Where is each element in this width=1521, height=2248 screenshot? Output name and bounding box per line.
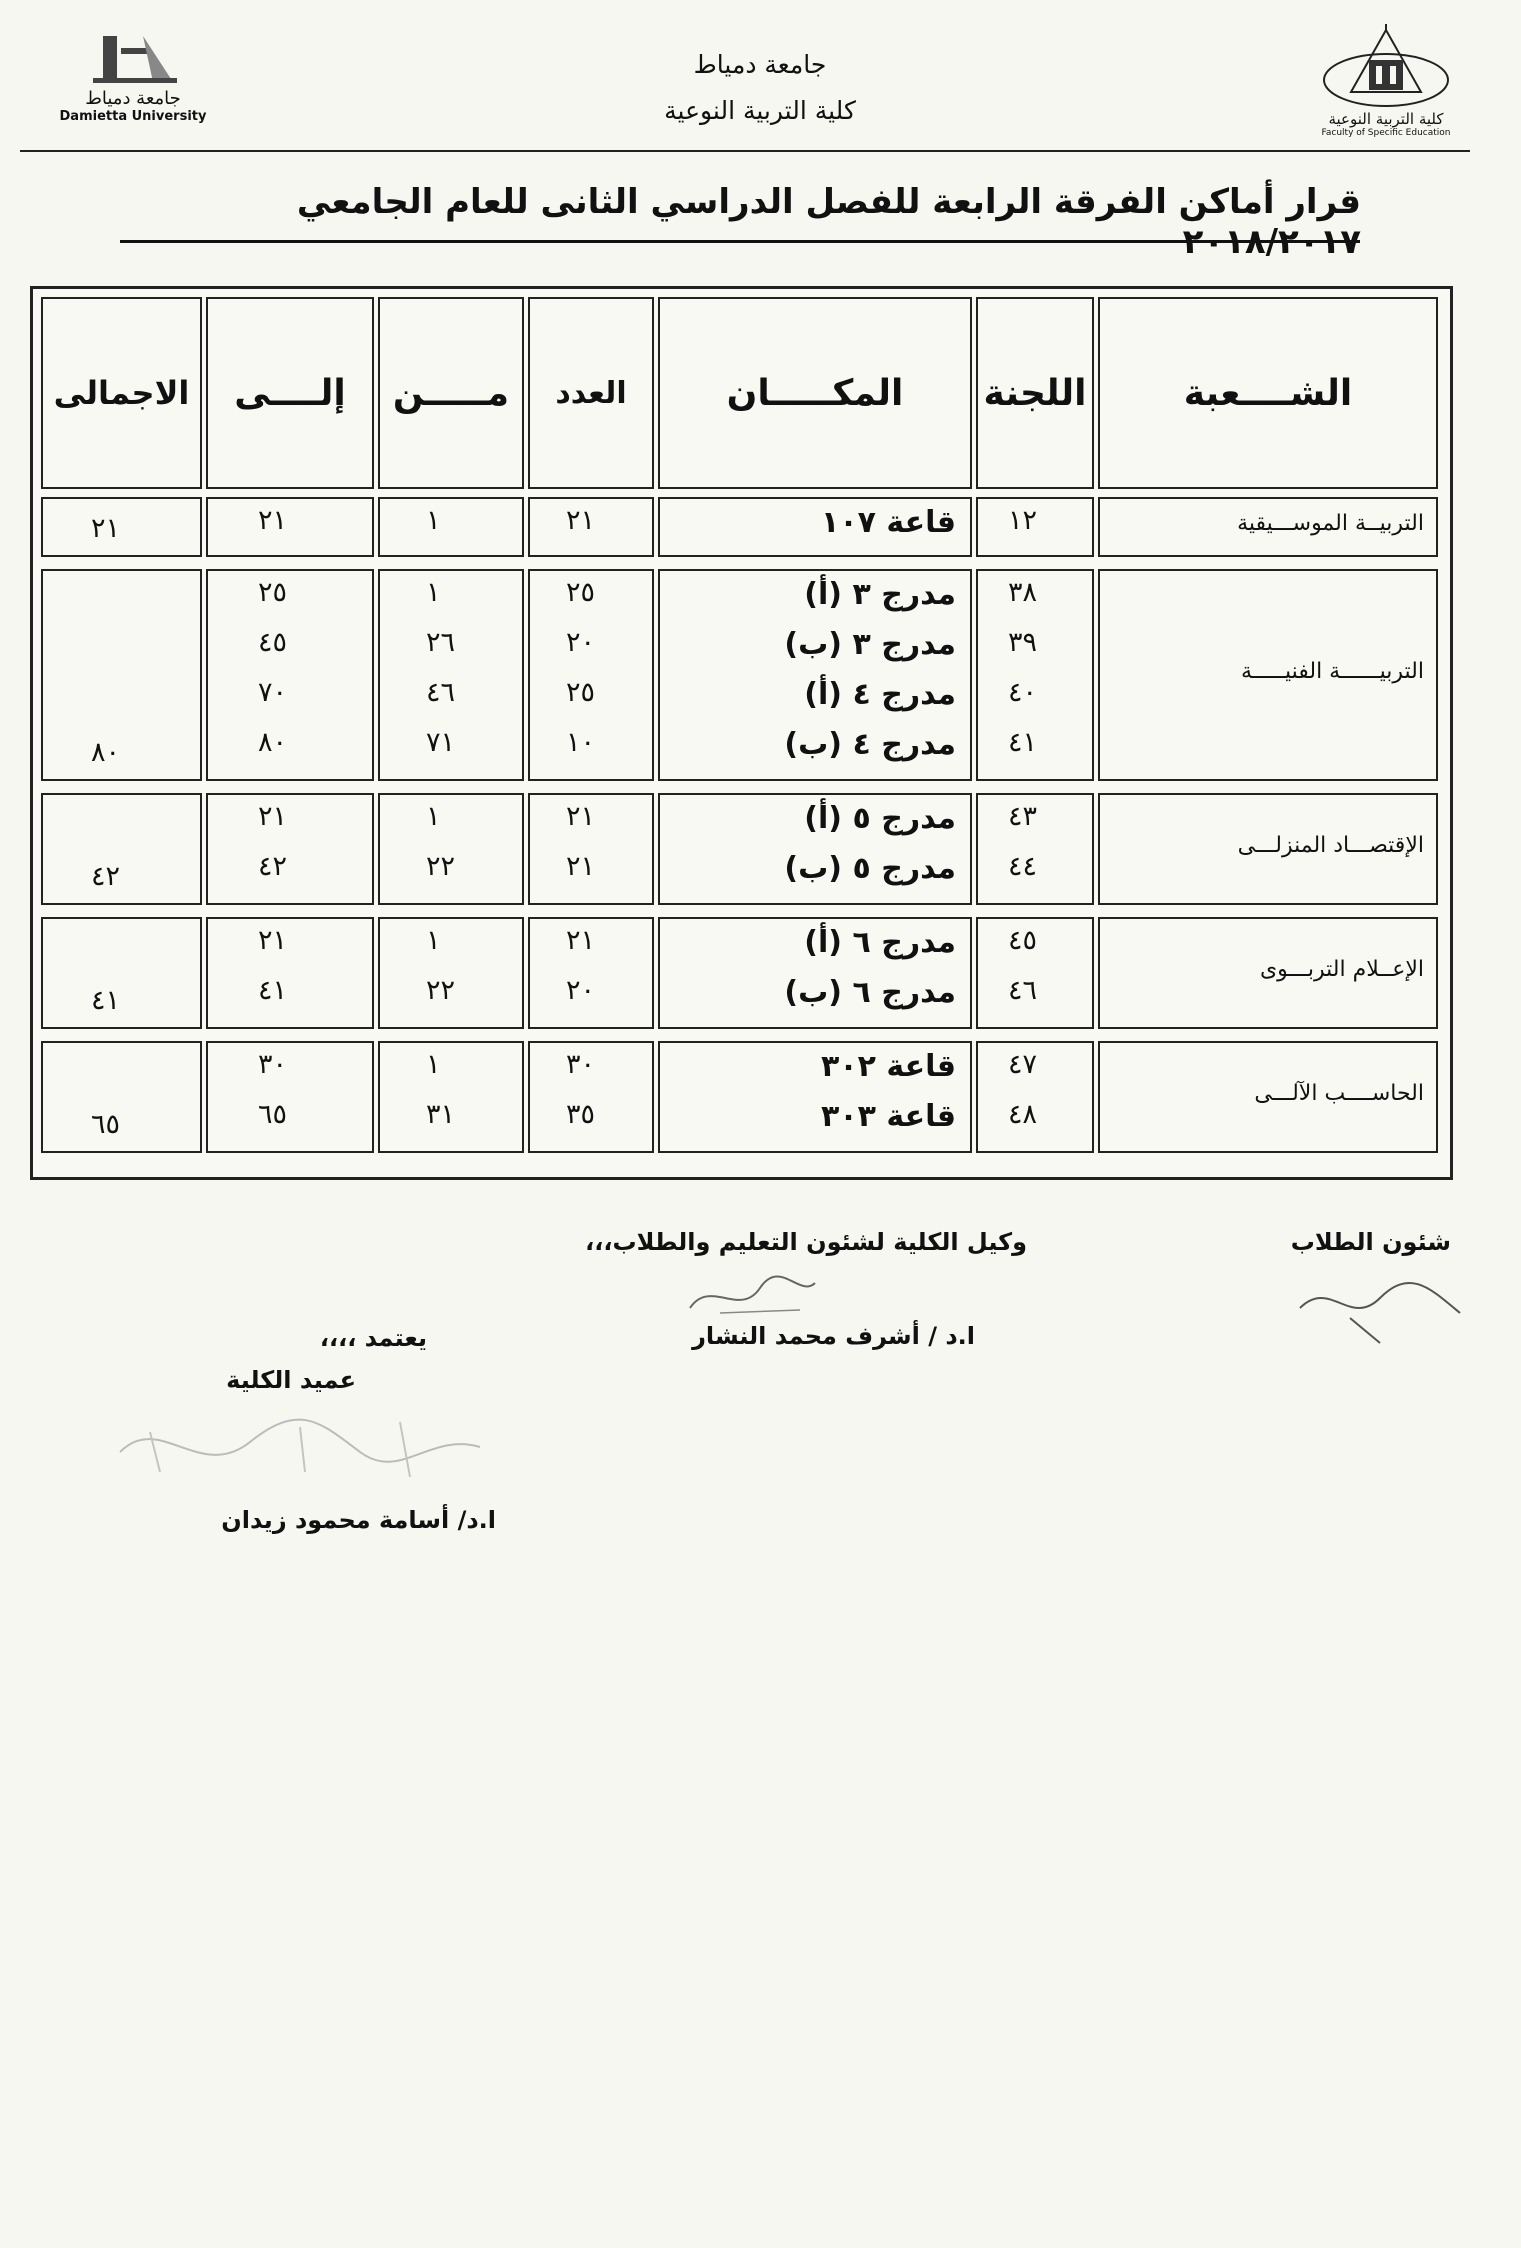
university-logo-en: Damietta University <box>59 109 207 124</box>
row-committee: ٤٥ <box>1008 925 1038 956</box>
row-to: ٢١ <box>258 505 288 536</box>
header-to: إلــــى <box>206 297 374 489</box>
student-affairs-signature-icon <box>1290 1258 1470 1348</box>
university-name: جامعة دمياط <box>693 50 827 79</box>
row-place: مدرج ٥ (أ) <box>804 801 956 836</box>
header-count: العدد <box>528 297 654 489</box>
row-to: ٤١ <box>258 975 288 1006</box>
row-count: ١٠ <box>566 727 596 758</box>
cell-from <box>378 497 524 557</box>
cell-total <box>41 497 202 557</box>
row-from: ٣١ <box>426 1099 456 1130</box>
department-name: الإعــلام التربـــوى <box>1259 957 1424 982</box>
row-place: قاعة ٣٠٢ <box>821 1049 956 1084</box>
cell-to <box>206 793 374 905</box>
faculty-logo-ar: كلية التربية النوعية <box>1328 110 1444 128</box>
row-to: ٣٠ <box>258 1049 288 1080</box>
row-count: ٢٠ <box>566 627 596 658</box>
row-committee: ٤٧ <box>1008 1049 1038 1080</box>
row-committee: ٣٩ <box>1008 627 1038 658</box>
vice-dean-title: وكيل الكلية لشئون التعليم والطلاب،،، <box>585 1228 1027 1256</box>
cell-to <box>206 917 374 1029</box>
row-count: ٢٥ <box>566 677 596 708</box>
dean-name: ا.د/ أسامة محمود زيدان <box>221 1506 496 1534</box>
cell-total <box>41 793 202 905</box>
row-committee: ٤٠ <box>1008 677 1038 708</box>
row-count: ٢٥ <box>566 577 596 608</box>
row-from: ٢٦ <box>426 627 456 658</box>
row-place: مدرج ٤ (ب) <box>784 727 956 762</box>
row-count: ٣٥ <box>566 1099 596 1130</box>
cell-from <box>378 917 524 1029</box>
row-to: ٤٥ <box>258 627 288 658</box>
vice-dean-name: ا.د / أشرف محمد النشار <box>692 1322 975 1350</box>
row-place: مدرج ٦ (ب) <box>784 975 956 1010</box>
department-name: الحاســــب الآلـــى <box>1254 1081 1424 1106</box>
faculty-logo <box>1311 22 1461 140</box>
dean-signature-icon <box>100 1402 500 1492</box>
department-name: التربيــــــة الفنيـــــة <box>1240 659 1424 684</box>
cell-to <box>206 497 374 557</box>
university-logo <box>58 28 208 140</box>
row-committee: ٤٨ <box>1008 1099 1038 1130</box>
row-from: ١ <box>426 577 441 608</box>
row-from: ٤٦ <box>426 677 456 708</box>
row-place: مدرج ٥ (ب) <box>784 851 956 886</box>
row-count: ٢١ <box>566 851 596 882</box>
cell-to <box>206 1041 374 1153</box>
row-to: ٧٠ <box>258 677 288 708</box>
row-count: ٢١ <box>566 505 596 536</box>
university-emblem-icon <box>83 28 183 88</box>
cell-total <box>41 569 202 781</box>
row-to: ٤٢ <box>258 851 288 882</box>
cell-total <box>41 917 202 1029</box>
university-logo-ar: جامعة دمياط <box>85 88 181 109</box>
row-from: ١ <box>426 925 441 956</box>
document-title: قرار أماكن الفرقة الرابعة للفصل الدراسي الثانى للعام الجامعي ٢٠١٨/٢٠١٧ <box>296 182 1361 262</box>
row-place: مدرج ٦ (أ) <box>804 925 956 960</box>
row-count: ٣٠ <box>566 1049 596 1080</box>
row-committee: ٤٤ <box>1008 851 1038 882</box>
row-count: ٢١ <box>566 801 596 832</box>
approved-label: يعتمد ،،،، <box>319 1324 427 1352</box>
cell-total <box>41 1041 202 1153</box>
group-total: ٤٢ <box>91 861 121 892</box>
row-committee: ٤٦ <box>1008 975 1038 1006</box>
department-name: الإقتصـــاد المنزلـــى <box>1237 833 1424 858</box>
row-committee: ٣٨ <box>1008 577 1038 608</box>
row-place: مدرج ٣ (ب) <box>784 627 956 662</box>
row-to: ٨٠ <box>258 727 288 758</box>
row-committee: ٤١ <box>1008 727 1038 758</box>
row-from: ٧١ <box>426 727 456 758</box>
dean-title: عميد الكلية <box>226 1366 356 1394</box>
row-place: قاعة ٣٠٣ <box>821 1099 956 1134</box>
row-place: قاعة ١٠٧ <box>821 505 956 540</box>
group-total: ٨٠ <box>91 737 121 768</box>
header-committee: اللجنة <box>976 297 1094 489</box>
row-committee: ١٢ <box>1008 505 1038 536</box>
row-count: ٢٠ <box>566 975 596 1006</box>
group-total: ٢١ <box>91 513 121 544</box>
cell-from <box>378 1041 524 1153</box>
row-from: ١ <box>426 505 441 536</box>
row-from: ٢٢ <box>426 851 456 882</box>
row-from: ١ <box>426 1049 441 1080</box>
row-to: ٦٥ <box>258 1099 288 1130</box>
cell-to <box>206 569 374 781</box>
row-to: ٢١ <box>258 801 288 832</box>
group-total: ٦٥ <box>91 1109 121 1140</box>
row-committee: ٤٣ <box>1008 801 1038 832</box>
vice-dean-signature-icon <box>680 1268 820 1328</box>
seating-table <box>30 286 1453 1180</box>
header-total: الاجمالى <box>41 297 202 489</box>
department-name: التربيــة الموســـيقية <box>1237 511 1424 536</box>
faculty-name: كلية التربية النوعية <box>664 96 856 125</box>
row-place: مدرج ٣ (أ) <box>804 577 956 612</box>
row-from: ٢٢ <box>426 975 456 1006</box>
faculty-logo-en: Faculty of Specific Education <box>1321 128 1451 138</box>
header-place: المكـــــان <box>658 297 972 489</box>
row-count: ٢١ <box>566 925 596 956</box>
group-total: ٤١ <box>91 985 121 1016</box>
student-affairs-label: شئون الطلاب <box>1290 1228 1451 1256</box>
row-to: ٢١ <box>258 925 288 956</box>
header-from: مـــــن <box>378 297 524 489</box>
faculty-emblem-icon <box>1321 22 1451 112</box>
header-divider <box>20 150 1470 152</box>
row-place: مدرج ٤ (أ) <box>804 677 956 712</box>
row-to: ٢٥ <box>258 577 288 608</box>
cell-from <box>378 793 524 905</box>
row-from: ١ <box>426 801 441 832</box>
title-underline <box>120 240 1360 243</box>
header-department: الشــــعبة <box>1098 297 1438 489</box>
